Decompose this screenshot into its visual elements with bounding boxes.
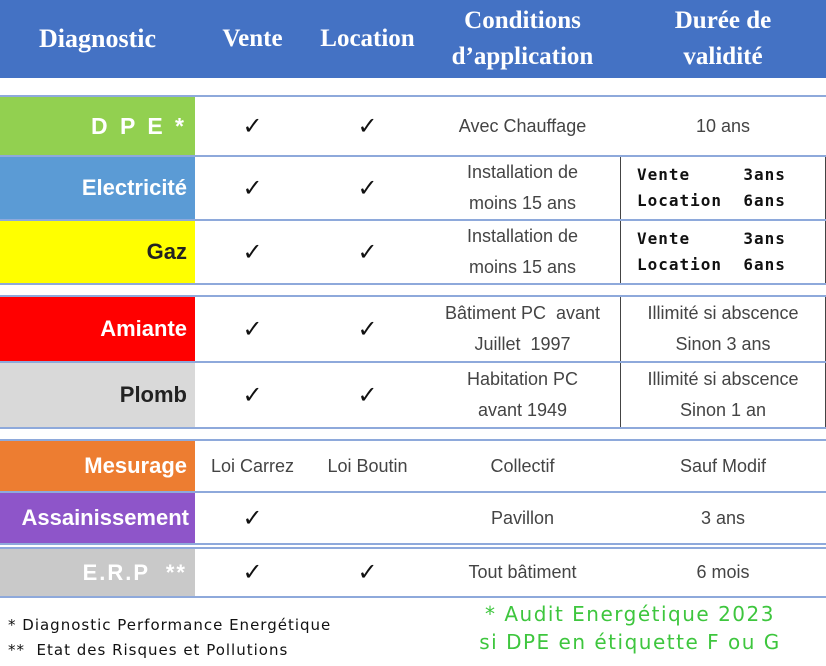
row-location-empty [310, 493, 425, 543]
row-condition [425, 549, 620, 596]
table-row-electricite [0, 157, 826, 219]
header-duree [620, 0, 826, 78]
check-icon: ✓ [357, 559, 378, 586]
footnote-erp: ** Etat des Risques et Pollutions [8, 641, 289, 659]
condition-line: Habitation PC [466, 369, 579, 389]
row-condition [425, 297, 620, 361]
check-icon: ✓ [357, 315, 378, 343]
row-duree [620, 97, 826, 155]
duree-line: Sinon 3 ans [675, 334, 771, 354]
condition-line: Pavillon [490, 507, 555, 528]
row-name: Electricité [0, 157, 195, 219]
duree-line: Sauf Modif [679, 455, 767, 476]
header-conditions-line1: Conditions [464, 7, 581, 34]
row-duree [620, 157, 826, 219]
duree-line: Illimité si abscence [647, 303, 799, 323]
row-duree [620, 363, 826, 427]
check-icon: ✓ [242, 315, 263, 343]
duree-line: 3 ans [700, 507, 746, 528]
condition-line: Installation de [466, 162, 579, 182]
audit-note [440, 600, 820, 656]
duree-line: Illimité si abscence [647, 369, 799, 389]
row-name: E.R.P ** [0, 549, 195, 596]
check-icon: ✓ [242, 559, 263, 586]
row-condition [425, 441, 620, 491]
row-name: Assainissement [0, 493, 195, 543]
duree-line: Location 6ans [637, 191, 786, 210]
header-conditions-line2: d’application [451, 43, 594, 70]
table-row-gaz [0, 221, 826, 283]
check-icon: ✓ [242, 504, 263, 532]
check-icon: ✓ [242, 174, 263, 202]
table-row-amiante [0, 297, 826, 361]
header-vente: Vente [222, 25, 283, 52]
row-condition [425, 97, 620, 155]
row-vente-text: Loi Carrez [210, 455, 295, 476]
row-condition [425, 493, 620, 543]
row-name: Amiante [0, 297, 195, 361]
table-row-erp [0, 549, 826, 596]
check-icon: ✓ [242, 238, 263, 266]
condition-line: Juillet 1997 [474, 334, 571, 354]
row-name: Plomb [0, 363, 195, 427]
row-duree [620, 297, 826, 361]
header-location: Location [320, 25, 415, 52]
row-condition [425, 363, 620, 427]
table-row-plomb [0, 363, 826, 427]
row-name: Gaz [0, 221, 195, 283]
duree-line: Location 6ans [637, 255, 786, 274]
table-row-mesurage [0, 441, 826, 491]
duree-line: 10 ans [695, 115, 751, 136]
separator-line [0, 543, 826, 545]
condition-line: moins 15 ans [468, 257, 577, 277]
condition-line: Tout bâtiment [468, 562, 577, 582]
table-row-assainissement [0, 493, 826, 543]
row-location-text: Loi Boutin [327, 455, 408, 476]
header-duree-line2: validité [683, 43, 763, 70]
audit-note-line1: * Audit Energétique 2023 [485, 602, 775, 626]
check-icon: ✓ [242, 381, 263, 409]
row-name: D P E * [0, 97, 195, 155]
footnote-dpe: * Diagnostic Performance Energétique [8, 616, 332, 634]
row-duree [620, 493, 826, 543]
row-condition [425, 157, 620, 219]
check-icon: ✓ [357, 112, 378, 140]
check-icon: ✓ [357, 238, 378, 266]
condition-line: Installation de [466, 226, 579, 246]
duree-line: Vente 3ans [637, 229, 786, 248]
header-duree-line1: Durée de [674, 7, 772, 34]
condition-line: Avec Chauffage [458, 115, 587, 136]
row-name: Mesurage [0, 441, 195, 491]
separator-line [0, 427, 826, 429]
condition-line: avant 1949 [477, 400, 568, 420]
row-condition [425, 221, 620, 283]
check-icon: ✓ [242, 112, 263, 140]
table-header [0, 0, 826, 78]
separator-line [0, 596, 826, 598]
header-diagnostic: Diagnostic [39, 24, 156, 53]
condition-line: Bâtiment PC avant [444, 303, 601, 323]
table-row-dpe [0, 97, 826, 155]
row-duree [620, 441, 826, 491]
duree-line: Sinon 1 an [679, 400, 767, 420]
condition-line: Collectif [490, 455, 555, 476]
row-duree [620, 221, 826, 283]
duree-line: 6 mois [696, 562, 750, 582]
condition-line: moins 15 ans [468, 193, 577, 213]
check-icon: ✓ [357, 381, 378, 409]
header-conditions [425, 0, 620, 78]
audit-note-line2: si DPE en étiquette F ou G [479, 630, 781, 654]
separator-line [0, 283, 826, 285]
duree-line: Vente 3ans [637, 165, 786, 184]
row-duree [620, 549, 826, 596]
check-icon: ✓ [357, 174, 378, 202]
